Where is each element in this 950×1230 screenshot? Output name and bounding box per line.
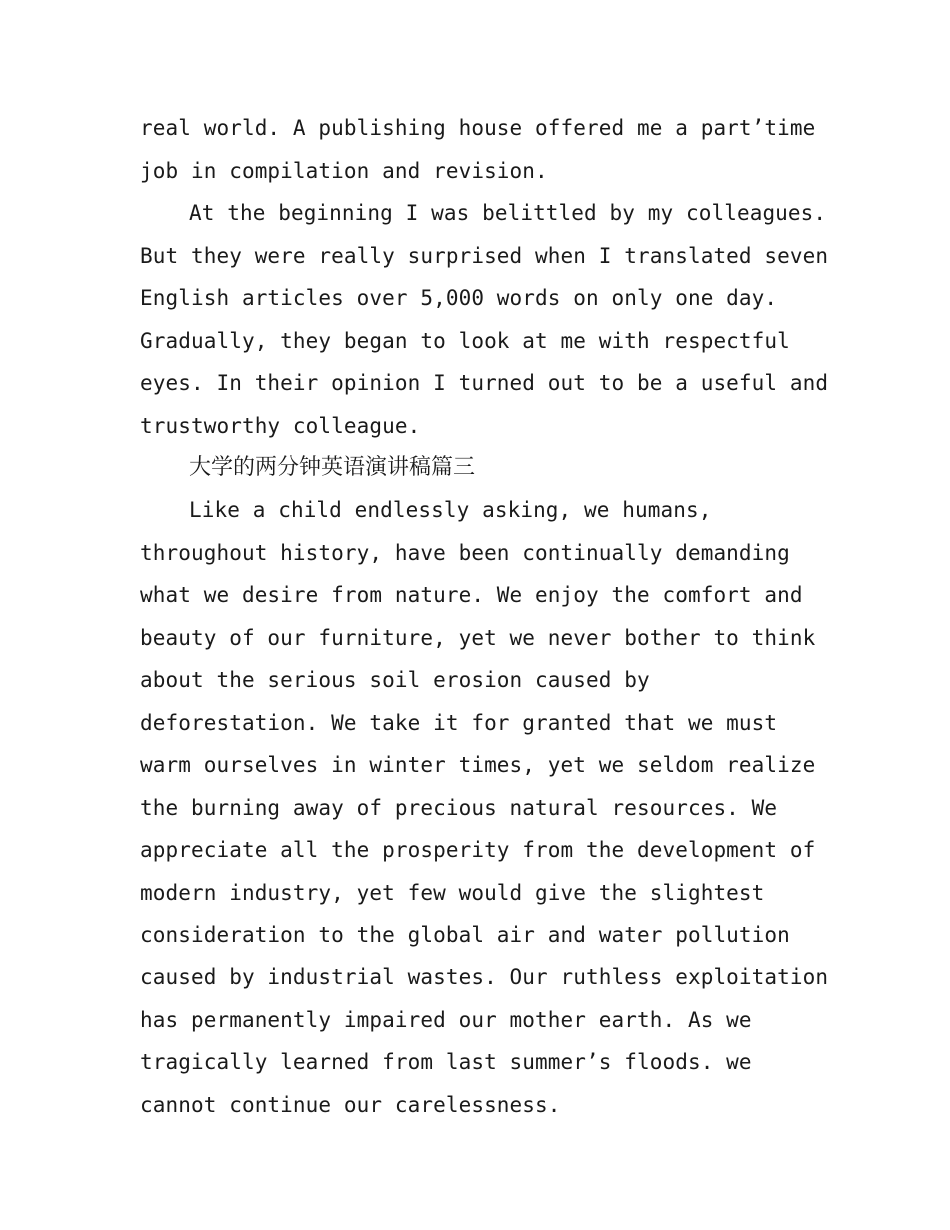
body-text-line: job in compilation and revision. (140, 159, 548, 183)
body-text-line: beauty of our furniture, yet we never bother to think (140, 626, 816, 650)
body-text-line: But they were really surprised when I translated seven (140, 244, 829, 268)
body-text-line: throughout history, have been continually demanding (140, 541, 790, 565)
body-text-line: appreciate all the prosperity from the development of (140, 838, 816, 862)
body-text-line: has permanently impaired our mother earth. As we (140, 1008, 752, 1032)
body-text-line: the burning away of precious natural resources. We (140, 796, 778, 820)
body-text-line: tragically learned from last summer’s floods. we (140, 1050, 752, 1074)
body-text-line: English articles over 5,000 words on only one day. (140, 286, 778, 310)
body-text-line: Gradually, they began to look at me with respectful (140, 329, 790, 353)
body-text-line: what we desire from nature. We enjoy the comfort and (140, 583, 803, 607)
body-text-line: modern industry, yet few would give the slightest (140, 881, 765, 905)
body-text-line: eyes. In their opinion I turned out to be a useful and (140, 371, 829, 395)
body-text-line: consideration to the global air and water pollution (140, 923, 790, 947)
paragraph-first-line: At the beginning I was belittled by my colleagues. (189, 201, 827, 225)
body-text-line: deforestation. We take it for granted that we must (140, 711, 778, 735)
section-heading: 大学的两分钟英语演讲稿篇三 (189, 455, 476, 480)
body-text-line: trustworthy colleague. (140, 414, 421, 438)
body-text-line: cannot continue our carelessness. (140, 1093, 561, 1117)
body-text-line: warm ourselves in winter times, yet we seldom realize (140, 753, 816, 777)
paragraph-first-line: Like a child endlessly asking, we humans, (189, 498, 712, 522)
body-text-line: real world. A publishing house offered me a part’time (140, 116, 816, 140)
body-text-line: about the serious soil erosion caused by (140, 668, 650, 692)
body-text-line: caused by industrial wastes. Our ruthless exploitation (140, 965, 829, 989)
